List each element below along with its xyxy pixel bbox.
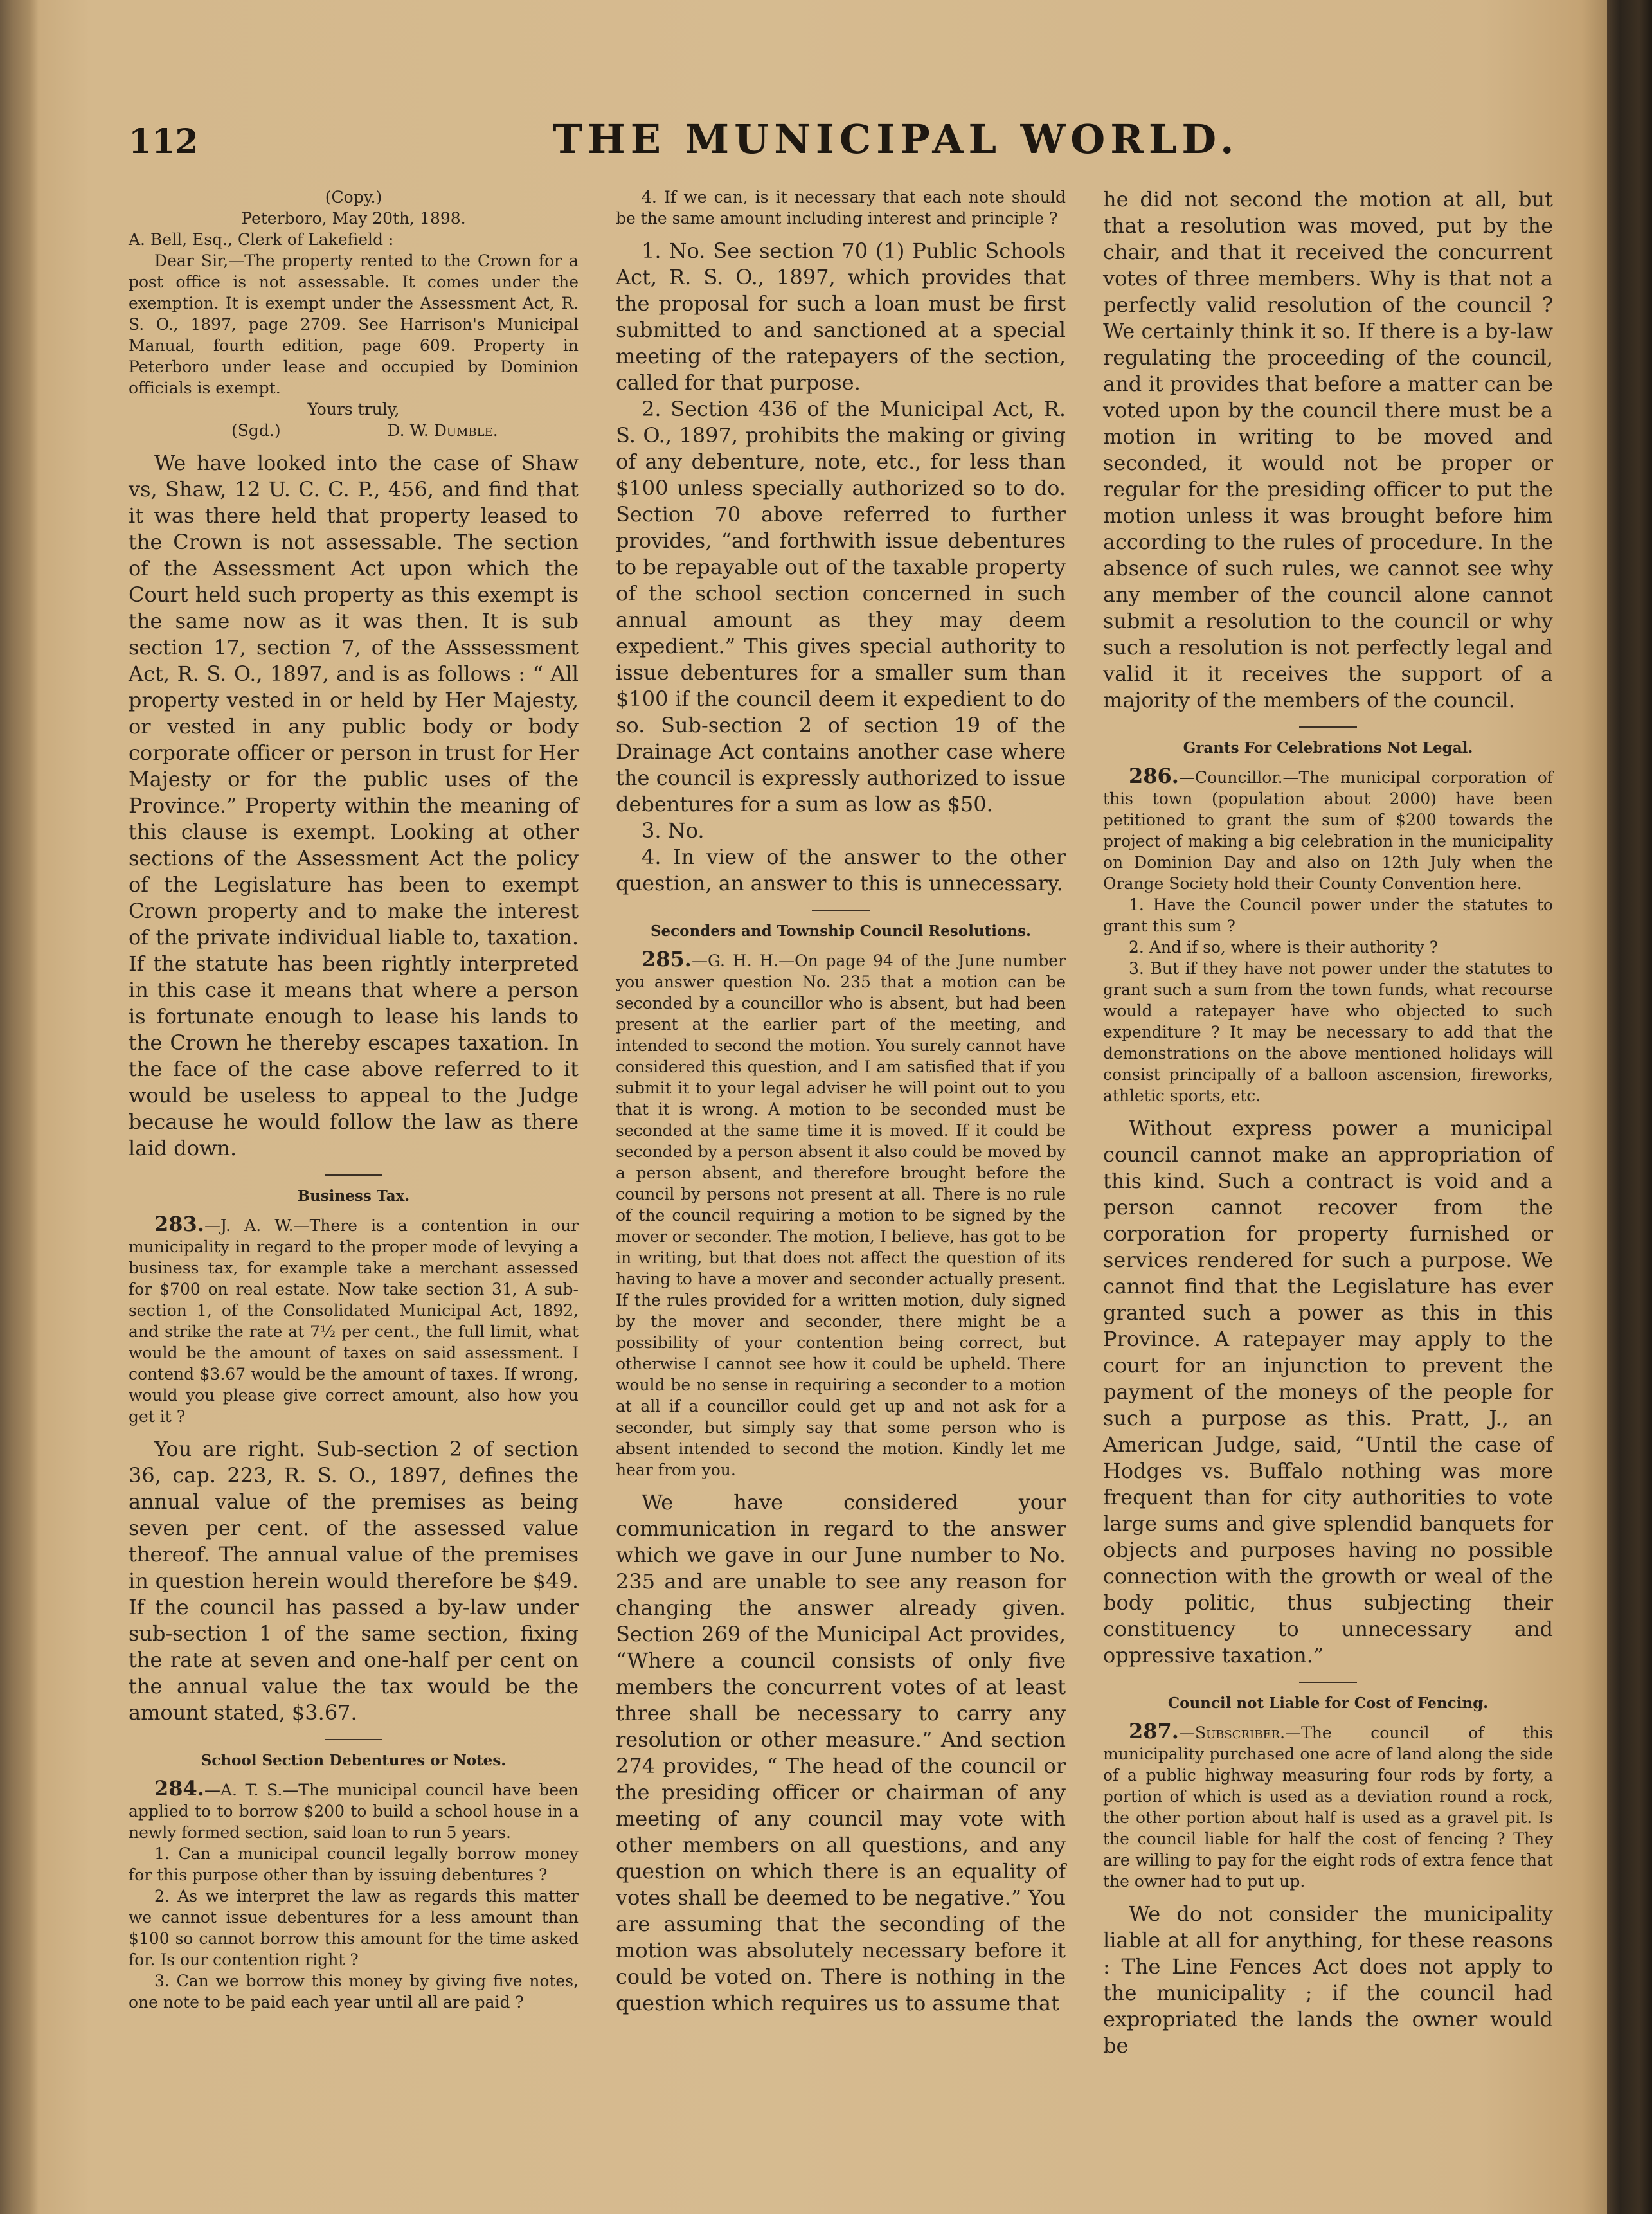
heading-seconders: Seconders and Township Council Resolutions.	[650, 923, 1032, 940]
answer-284-part-2: 2. Section 436 of the Municipal Act, R. S. O., 1897, prohibits the making or giving of any debenture, note, etc., for less than $100 unless specially authorized so to do. Section 70 above referred to further provides, “and forthwith issue debentures to be repayable out of the taxable property of the school section concerned in such annual amount as they may deem expedient.” This gives special authority to issue debentures for a smaller sum than $100 if the council deem it expedient to do so. Sub-section 2 of section 19 of the Drainage Act contains another case where the council is expressly authorized to issue debentures for a sum as low as $50.	[616, 397, 1066, 816]
question-284-part-1: 1. Can a municipal council legally borrow money for this purpose other than by issuing debentures ?	[129, 1844, 579, 1884]
column-2	[616, 186, 1066, 2017]
question-285	[616, 949, 1066, 1480]
question-284-part-4: 4. If we can, is it necessary that each note should be the same amount including interest and principle ?	[616, 188, 1066, 228]
page-number: 112	[129, 122, 199, 161]
letter-body: Dear Sir,—The property rented to the Crown for a post office is not assessable. It comes under the exemption. It is exempt under the Assessment Act, R. S. O., 1897, page 2709. See Harrison's Municipal Manual, fourth edition, page 609. Property in Peterboro under lease and occupied by Dominion officials is exempt.	[129, 251, 579, 397]
question-286	[1103, 766, 1553, 894]
letter-sign-prefix: (Sgd.)	[231, 421, 281, 440]
question-287	[1103, 1721, 1553, 1892]
letter-date: Peterboro, May 20th, 1898.	[241, 209, 466, 228]
question-sender: —Subscriber.—	[1178, 1724, 1302, 1742]
letter-signature	[129, 420, 579, 441]
answer-285-continued: he did not second the motion at all, but that a resolution was moved, put by the chair, and that it received the concurrent votes of three members. Why is that not a perfectly valid resolution of the council ? We certainly think it so. If there is a by-law regulating the proceeding of the council, and it provides that before a matter can be voted upon by the council there must be a motion in writing to be moved and seconded, it would not be proper or regular for the presiding officer to put the motion unless it was brought before him according to the rules of procedure. In the absence of such rules, we cannot see why any member of the council alone cannot submit a resolution to the council or why such a resolution is not perfectly legal and valid it it receives the support of a majority of the members of the council.	[1103, 187, 1553, 712]
question-284-part-2: 2. As we interpret the law as regards this matter we cannot issue debentures for a less amount than $100 so cannot borrow this amount for the time asked for. Is our contention right ?	[129, 1887, 579, 1969]
page-title: THE MUNICIPAL WORLD.	[553, 116, 1239, 163]
question-284	[129, 1778, 579, 1843]
answer-284-part-3: 3. No.	[642, 818, 705, 843]
column-1	[129, 186, 579, 2013]
question-286-part-1: 1. Have the Council power under the statutes to grant this sum ?	[1103, 896, 1553, 935]
question-number: 284.	[154, 1776, 204, 1801]
heading-fencing: Council not Liable for Cost of Fencing.	[1167, 1695, 1489, 1712]
question-286-part-3: 3. But if they have not power under the statutes to grant such a sum from the town funds, what recourse would a ratepayer have who objected to such expenditure ? It may be necessary to add that the demonstrations on the above mentioned holidays will consist principally of a balloon ascension, fireworks, athletic sports, etc.	[1103, 959, 1553, 1105]
question-284-part-3: 3. Can we borrow this money by giving five notes, one note to be paid each year until all are paid ?	[129, 1972, 579, 2012]
divider	[325, 1739, 382, 1740]
question-286-part-2: 2. And if so, where is their authority ?	[1129, 938, 1439, 957]
divider	[325, 1174, 382, 1176]
book-spine	[0, 0, 39, 2214]
answer-285: We have considered your communication in regard to the answer which we gave in our June number to No. 235 and are unable to see any reason for changing the answer already given. Section 269 of the Municipal Act provides, “Where a council consists of only five members the concurrent votes of at least three shall be necessary to carry any resolution or other measure.” And section 274 provides, “ The head of the council or the presiding officer or chairman of any meeting of any council may vote with other members on all questions, and any question on which there is an equality of votes shall be deemed to be negative.” You are assuming that the seconding of the motion was absolutely necessary before it could be voted on. There is nothing in the question which requires us to assume that	[616, 1490, 1066, 2015]
page-edge	[1607, 0, 1652, 2214]
question-text: The council of this municipality purchased one acre of land along the side of a public highway measuring four rods by forty, a portion of which is used as a deviation round a rock, the other portion about half is used as a gravel pit. Is the council liable for half the cost of fencing ? They are willing to pay for the eight rods of extra fence that the owner had to put up.	[1103, 1724, 1553, 1891]
question-number: 287.	[1129, 1719, 1179, 1743]
letter-copy-label: (Copy.)	[325, 188, 382, 206]
heading-school-debentures: School Section Debentures or Notes.	[201, 1752, 507, 1769]
shaw-answer: We have looked into the case of Shaw vs, Shaw, 12 U. C. C. P., 456, and find that it was there held that property leased to the Crown is not assessable. The section of the Assessment Act upon which the Court held such property as this exempt is the same now as it was then. It is sub section 17, section 7, of the Asssessment Act, R. S. O., 1897, and is as follows : “ All property vested in or held by Her Majesty, or vested in any public body or body corporate officer or person in trust for Her Majesty or for the public uses of the Province.” Property within the meaning of this clause is exempt. Looking at other sections of the Assessment Act the policy of the Legislature has been to exempt Crown property and to make the interest of the private individual liable to, taxation. If the statute has been rightly interpreted in this case it means that where a person is fortunate enough to lease his lands to the Crown he thereby escapes taxation. In the face of the case above referred to it would be useless to appeal to the Judge because he would follow the law as there laid down.	[129, 451, 579, 1160]
letter-sign-name: D. W. Dumble.	[387, 421, 498, 440]
answer-284-part-4: 4. In view of the answer to the other question, an answer to this is unnecessary.	[616, 845, 1066, 896]
answer-284-part-1: 1. No. See section 70 (1) Public Schools Act, R. S. O., 1897, which provides that the proposal for such a loan must be first submitted to and sanctioned at a special meeting of the ratepayers of the section, called for that purpose.	[616, 239, 1066, 395]
question-text: —G. H. H.—On page 94 of the June number you answer question No. 235 that a motion can be seconded by a councillor who is absent, but had been present at the earlier part of the meeting, and intended to second the motion. You surely cannot have considered this question, and I am satisfied that if you submit it to your legal adviser he will point out to you that it is wrong. A motion to be seconded must be seconded at the same time it is moved. If it could be seconded by a person absent it also could be moved by a person absent, and therefore brought before the council by persons not present at all. There is no rule of the council requiring a motion to be signed by the mover or seconder. The motion, I believe, has got to be in writing, but that does not affect the question of its having to have a mover and seconder actually present. If the rules provided for a written motion, duly signed by the mover and seconder, there might be a possibility of your contention being correct, but otherwise I cannot see how it could be upheld. There would be no sense in requiring a seconder to a motion at all if a councillor could get up and not ask for a seconder, but simply say that some person who is absent intended to second the motion. Kindly let me hear from you.	[616, 951, 1066, 1479]
answer-283: You are right. Sub-section 2 of section 36, cap. 223, R. S. O., 1897, defines the annual value of the premises as being seven per cent. of the assessed value thereof. The annual value of the premises in question herein would therefore be $49. If the council has passed a by-law under sub-section 1 of the same section, fixing the rate at seven and one-half per cent on the annual value the tax would be the amount stated, $3.67.	[129, 1437, 579, 1725]
answer-286: Without express power a municipal council cannot make an appropriation of this kind. Such a contract is void and a person cannot recover from the corporation for property furnished or services rendered for such a purpose. We cannot find that the Legislature has ever granted such a power as this in this Province. A ratepayer may apply to the court for an injunction to prevent the payment of the moneys of the people for such a purpose as this. Pratt, J., an American Judge, said, “Until the case of Hodges vs. Buffalo nothing was more frequent than for city authorities to vote large sums and give splendid banquets for objects and purposes having no possible connection with the growth or weal of the body politic, thus subjecting their constituency to unnecessary and oppressive taxation.”	[1103, 1116, 1553, 1668]
letter-addressee: A. Bell, Esq., Clerk of Lakefield :	[129, 230, 394, 249]
question-283	[129, 1214, 579, 1427]
heading-grants: Grants For Celebrations Not Legal.	[1183, 739, 1473, 757]
divider	[1299, 726, 1357, 728]
question-text: —Councillor.—The municipal corporation of this town (population about 2000) have been petitioned to grant the sum of $200 towards the project of making a big celebration in the municipality on Dominion Day and also on 12th July when the Orange Society hold their County Convention here.	[1103, 768, 1553, 893]
question-text: —A. T. S.—The municipal council have been applied to to borrow $200 to build a school house in a newly formed section, said loan to run 5 years.	[129, 1781, 579, 1842]
divider	[812, 910, 870, 911]
question-text: —J. A. W.—There is a contention in our municipality in regard to the proper mode of levying a business tax, for example take a merchant assessed for $700 on real estate. Now take section 31, A sub-section 1, of the Consolidated Municipal Act, 1892, and strike the rate at 7½ per cent., the full limit, what would be the amount of taxes on said assessment. I contend $3.67 would be the amount of taxes. If wrong, would you please give correct amount, also how you get it ?	[129, 1216, 579, 1426]
divider	[1299, 1682, 1357, 1683]
question-number: 285.	[642, 947, 692, 971]
page-header	[129, 116, 1543, 174]
heading-business-tax: Business Tax.	[297, 1187, 410, 1205]
letter-close: Yours truly,	[307, 400, 400, 419]
question-number: 286.	[1129, 764, 1179, 788]
question-number: 283.	[154, 1212, 204, 1236]
answer-287: We do not consider the municipality liable at all for anything, for these reasons : The Line Fences Act does not apply to the municipality ; if the council had expropriated the lands the owner would be	[1103, 1902, 1553, 2058]
column-3	[1103, 186, 1553, 2059]
